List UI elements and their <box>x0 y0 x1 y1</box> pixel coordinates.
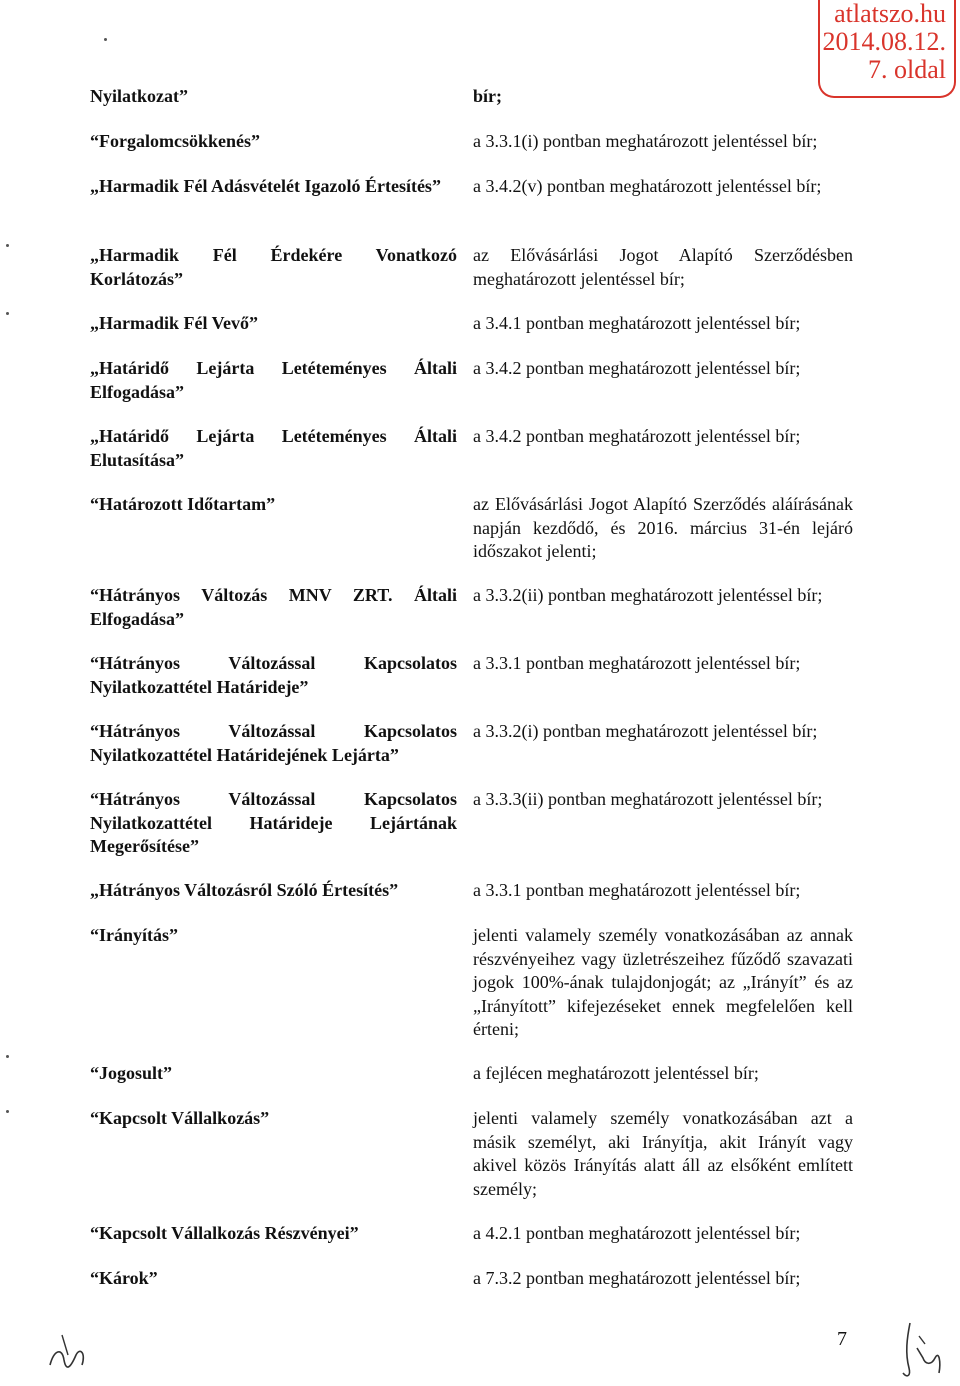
definition-text: a 3.3.1(i) pontban meghatározott jelentéssel bír; <box>473 131 818 151</box>
definition-term: “Kapcsolt Vállalkozás” <box>90 1108 270 1128</box>
definition-term: „Harmadik Fél Adásvételét Igazoló Értesítés” <box>90 176 441 196</box>
definition-term: „Határidő Lejárta Letéteményes Általi Elutasítása” <box>90 426 457 470</box>
definition-text: a 3.4.2 pontban meghatározott jelentéssel bír; <box>473 426 801 446</box>
definition-text: jelenti valamely személy vonatkozásában azt a másik személyt, aki Irányítja, akit Irányít vagy akivel közös Irányítás alatt áll az elsőként említett személy; <box>473 1108 853 1199</box>
definition-text: a 7.3.2 pontban meghatározott jelentéssel bír; <box>473 1268 801 1288</box>
definition-term: “Jogosult” <box>90 1063 173 1083</box>
definition-text: a 3.3.1 pontban meghatározott jelentéssel bír; <box>473 653 801 673</box>
definition-term: “Határozott Időtartam” <box>90 494 276 514</box>
definition-text: a 4.2.1 pontban meghatározott jelentéssel bír; <box>473 1223 801 1243</box>
definition-text: a fejlécen meghatározott jelentéssel bír; <box>473 1063 759 1083</box>
stamp-site: atlatszo.hu <box>834 0 946 28</box>
definition-text: a 3.4.2 pontban meghatározott jelentéssel bír; <box>473 358 801 378</box>
definition-text: a 3.4.2(v) pontban meghatározott jelentéssel bír; <box>473 176 822 196</box>
page-number: 7 <box>837 1328 847 1350</box>
definition-text: a 3.3.2(ii) pontban meghatározott jelentéssel bír; <box>473 585 823 605</box>
definition-text: bír; <box>473 86 502 106</box>
definition-term: Nyilatkozat” <box>90 86 188 106</box>
definition-term: “Hátrányos Változással Kapcsolatos Nyilatkozattétel Határideje” <box>90 653 457 697</box>
definition-text: a 3.4.1 pontban meghatározott jelentéssel bír; <box>473 313 801 333</box>
definition-term: “Forgalomcsökkenés” <box>90 131 260 151</box>
definition-text: jelenti valamely személy vonatkozásában az annak részvényeihez vagy üzletrészeihez fűződő szavazati jogok 100%-ának tulajdonjogát; az „Irányít” és az „Irányított” kifejezéseket ennek megfelelően kell érteni; <box>473 925 853 1039</box>
definition-term: “Hátrányos Változással Kapcsolatos Nyilatkozattétel Határidejének Lejárta” <box>90 721 457 765</box>
margin-speck <box>104 38 107 41</box>
definition-term: „Hátrányos Változásról Szóló Értesítés” <box>90 880 399 900</box>
margin-speck <box>6 312 9 315</box>
initials-right-icon <box>895 1318 950 1383</box>
definition-term: “Irányítás” <box>90 925 179 945</box>
definition-term: „Harmadik Fél Érdekére Vonatkozó Korlátozás” <box>90 245 457 289</box>
definition-term: “Kapcsolt Vállalkozás Részvényei” <box>90 1223 359 1243</box>
definition-term: „Határidő Lejárta Letéteményes Általi Elfogadása” <box>90 358 457 402</box>
definition-text: a 3.3.2(i) pontban meghatározott jelentéssel bír; <box>473 721 818 741</box>
definition-term: “Károk” <box>90 1268 158 1288</box>
definition-term: “Hátrányos Változás MNV ZRT. Általi Elfogadása” <box>90 585 457 629</box>
definition-text: a 3.3.3(ii) pontban meghatározott jelentéssel bír; <box>473 789 823 809</box>
definition-term: “Hátrányos Változással Kapcsolatos Nyilatkozattétel Határideje Lejártának Megerősítése” <box>90 789 457 856</box>
definition-text: a 3.3.1 pontban meghatározott jelentéssel bír; <box>473 880 801 900</box>
definition-text: az Elővásárlási Jogot Alapító Szerződés aláírásának napján kezdődő, és 2016. március 31-én lejáró időszakot jelenti; <box>473 494 853 561</box>
stamp-page: 7. oldal <box>868 55 946 84</box>
definition-term: „Harmadik Fél Vevő” <box>90 313 259 333</box>
margin-speck <box>6 1110 9 1113</box>
archive-stamp <box>818 0 956 98</box>
margin-speck <box>6 244 9 247</box>
initials-left-icon <box>42 1325 112 1380</box>
stamp-date: 2014.08.12. <box>822 27 946 56</box>
definition-text: az Elővásárlási Jogot Alapító Szerződésben meghatározott jelentéssel bír; <box>473 245 853 289</box>
margin-speck <box>6 1055 9 1058</box>
